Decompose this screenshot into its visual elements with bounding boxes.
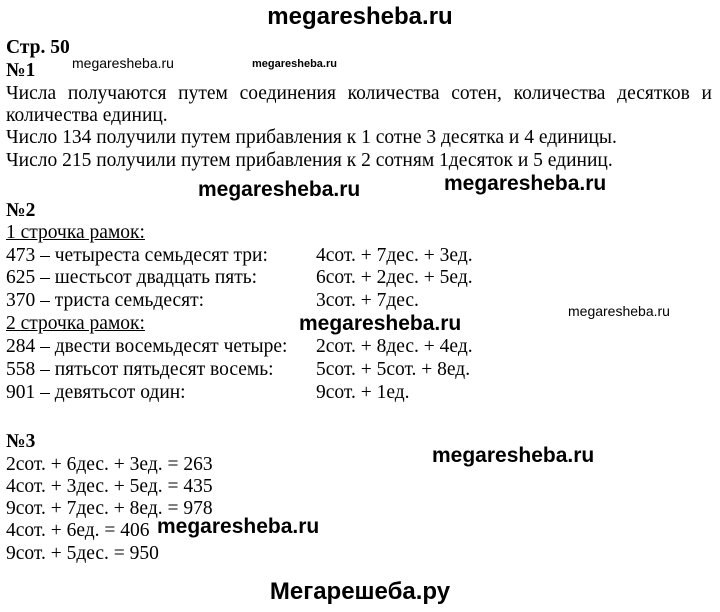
task-2-row2-heading: 2 строчка рамок: [6,313,145,334]
task-1-line: Числа получаются путем соединения количества сотен, количества десятков и [6,83,712,104]
task-3-line: 9сот. + 5дес. = 950 [6,543,159,564]
task-3-title: №3 [6,431,36,452]
site-footer: Мегарешеба.ру [269,578,451,605]
number-expansion: 6сот. + 2дес. + 5ед. [316,267,473,288]
watermark: megaresheba.ru [299,312,462,335]
task-1-title: №1 [6,60,36,81]
watermark: megaresheba.ru [568,303,670,319]
task-3-line: 2сот. + 6дес. + 3ед. = 263 [6,454,213,475]
number-expansion: 9сот. + 1ед. [316,382,410,403]
task-1-line: Число 134 получили путем прибавления к 1 сотне 3 десятка и 4 единицы. [6,127,617,148]
task-3-line: 4сот. + 6ед. = 406 [6,520,150,541]
task-3-line: 4сот. + 3дес. + 5ед. = 435 [6,476,213,497]
number-expansion: 5сот. + 5сот. + 8ед. [316,359,471,380]
watermark: megaresheba.ru [157,515,320,538]
page-reference: Стр. 50 [6,37,70,58]
task-2-row1-heading: 1 строчка рамок: [6,222,145,243]
task-3-line: 9сот. + 7дес. + 8ед. = 978 [6,498,213,519]
watermark: megaresheba.ru [252,58,337,70]
watermark: megaresheba.ru [444,172,607,195]
task-1-line: количества единиц. [6,105,168,126]
watermark: megaresheba.ru [198,178,361,201]
number-expansion: 2сот. + 8дес. + 4ед. [316,336,473,357]
number-words: 370 – триста семьдесят: [6,290,205,311]
number-words: 625 – шестьсот двадцать пять: [6,267,258,288]
number-words: 473 – четыреста семьдесят три: [6,245,268,266]
number-words: 558 – пятьсот пятьдесят восемь: [6,359,274,380]
watermark: megaresheba.ru [72,55,174,71]
task-2-title: №2 [6,200,36,221]
task-1-line: Число 215 получили путем прибавления к 2 сотням 1десяток и 5 единиц. [6,150,613,171]
number-words: 901 – девятьсот один: [6,382,186,403]
number-words: 284 – двести восемьдесят четыре: [6,336,288,357]
watermark: megaresheba.ru [432,444,595,467]
number-expansion: 4сот. + 7дес. + 3ед. [316,245,473,266]
site-header: megaresheba.ru [267,3,453,30]
number-expansion: 3сот. + 7дес. [316,290,419,311]
